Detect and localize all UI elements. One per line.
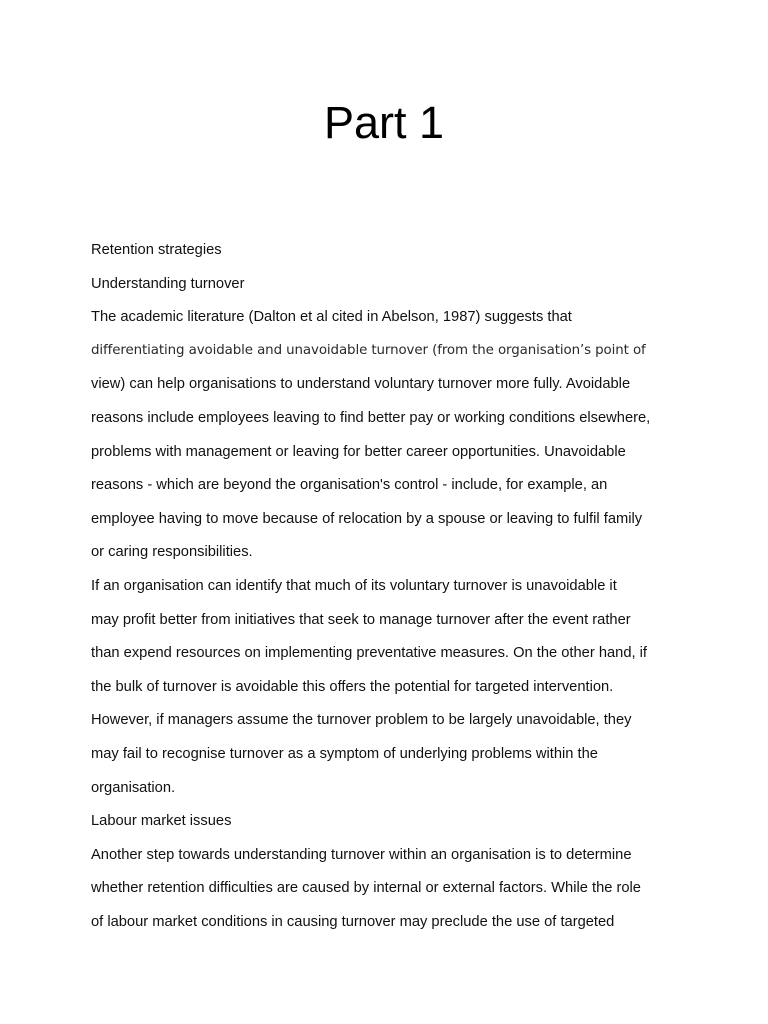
page-title: Part 1 [323, 97, 445, 148]
text-line: reasons - which are beyond the organisation's control - include, for example, an [91, 477, 608, 494]
text-line: reasons include employees leaving to find better pay or working conditions elsewhere, [91, 409, 651, 426]
text-line: problems with management or leaving for better career opportunities. Unavoidable [91, 443, 626, 460]
text-line: The academic literature (Dalton et al cited in Abelson, 1987) suggests that [91, 309, 572, 326]
text-line: differentiating avoidable and unavoidable turnover (from the organisation’s point of [91, 342, 646, 358]
text-line: whether retention difficulties are caused by internal or external factors. While the role [91, 880, 641, 897]
text-line: Understanding turnover [91, 275, 245, 292]
text-line: of labour market conditions in causing turnover may preclude the use of targeted [91, 913, 615, 930]
document-body [91, 239, 691, 944]
text-line: Another step towards understanding turnover within an organisation is to determine [91, 846, 632, 863]
text-line: the bulk of turnover is avoidable this offers the potential for targeted intervention. [91, 678, 614, 695]
text-line: organisation. [91, 779, 176, 796]
text-line: However, if managers assume the turnover problem to be largely unavoidable, they [91, 712, 632, 729]
text-line: Retention strategies [91, 242, 222, 258]
text-line: view) can help organisations to understand voluntary turnover more fully. Avoidable [91, 376, 631, 393]
text-line: employee having to move because of relocation by a spouse or leaving to fulfil family [91, 510, 643, 527]
text-line: Labour market issues [91, 813, 232, 830]
text-line: If an organisation can identify that much of its voluntary turnover is unavoidable it [91, 577, 617, 594]
text-line: than expend resources on implementing preventative measures. On the other hand, if [91, 645, 648, 662]
text-line: may profit better from initiatives that seek to manage turnover after the event rather [91, 611, 631, 628]
text-line: or caring responsibilities. [91, 544, 253, 561]
text-line: may fail to recognise turnover as a symptom of underlying problems within the [91, 745, 598, 762]
